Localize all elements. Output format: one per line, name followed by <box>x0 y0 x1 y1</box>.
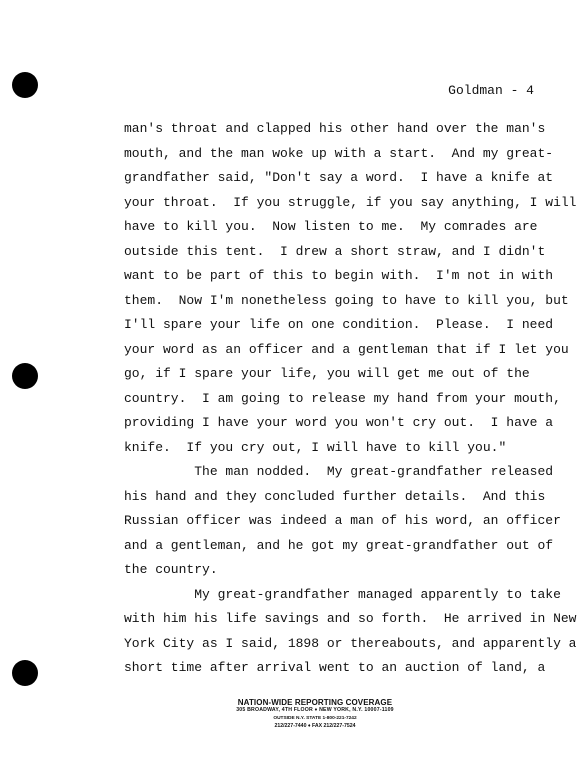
transcript-line: providing I have your word you won't cry out. I have a <box>124 415 554 430</box>
transcript-line: the country. <box>124 562 218 577</box>
transcript-line: have to kill you. Now listen to me. My comrades are <box>124 219 538 234</box>
transcript-line: your word as an officer and a gentleman that if I let you <box>124 341 569 357</box>
transcript-line: them. Now I'm nonetheless going to have to kill you, but <box>124 292 569 308</box>
punch-hole-top <box>12 72 38 98</box>
transcript-line: your throat. If you struggle, if you say anything, I will <box>124 194 577 210</box>
transcript-line: York City as I said, 1898 or thereabouts, and apparently a <box>124 635 577 651</box>
footer-address: 305 BROADWAY, 4TH FLOOR ♦ NEW YORK, N.Y. 10007-1109 <box>236 707 394 713</box>
transcript-line: man's throat and clapped his other hand over the man's <box>124 121 546 136</box>
transcript-line: short time after arrival went to an auction of land, a <box>124 660 546 675</box>
transcript-line: I'll spare your life on one condition. Please. I need <box>124 317 554 332</box>
footer-phone-fax: 212/227-7440 ♦ FAX 212/227-7524 <box>274 723 356 729</box>
transcript-line: want to be part of this to begin with. I'm not in with <box>124 268 554 283</box>
transcript-line: and a gentleman, and he got my great-grandfather out of <box>124 537 554 553</box>
reporting-footer <box>0 698 588 730</box>
punch-hole-bottom <box>12 660 38 686</box>
transcript-line: outside this tent. I drew a short straw, and I didn't <box>124 243 546 259</box>
transcript-body <box>124 117 577 681</box>
transcript-line: Russian officer was indeed a man of his word, an officer <box>124 513 561 528</box>
footer-firm-name: NATION-WIDE REPORTING COVERAGE <box>237 698 393 707</box>
transcript-line: knife. If you cry out, I will have to kill you." <box>124 439 507 455</box>
punch-hole-middle <box>12 363 38 389</box>
transcript-line: go, if I spare your life, you will get me out of the <box>124 366 530 381</box>
transcript-line: country. I am going to release my hand from your mouth, <box>124 390 561 406</box>
page-header: Goldman - 4 <box>448 83 534 98</box>
transcript-line: with him his life savings and so forth. He arrived in New <box>124 611 577 626</box>
transcript-line: My great-grandfather managed apparently to take <box>124 586 561 602</box>
transcript-line: The man nodded. My great-grandfather released <box>124 464 554 479</box>
transcript-line: mouth, and the man woke up with a start. And my great- <box>124 145 554 161</box>
transcript-line: grandfather said, "Don't say a word. I have a knife at <box>124 170 554 185</box>
footer-outside-number: OUTSIDE N.Y. STATE 1-800-221-7242 <box>273 715 357 721</box>
transcript-line: his hand and they concluded further details. And this <box>124 488 546 504</box>
